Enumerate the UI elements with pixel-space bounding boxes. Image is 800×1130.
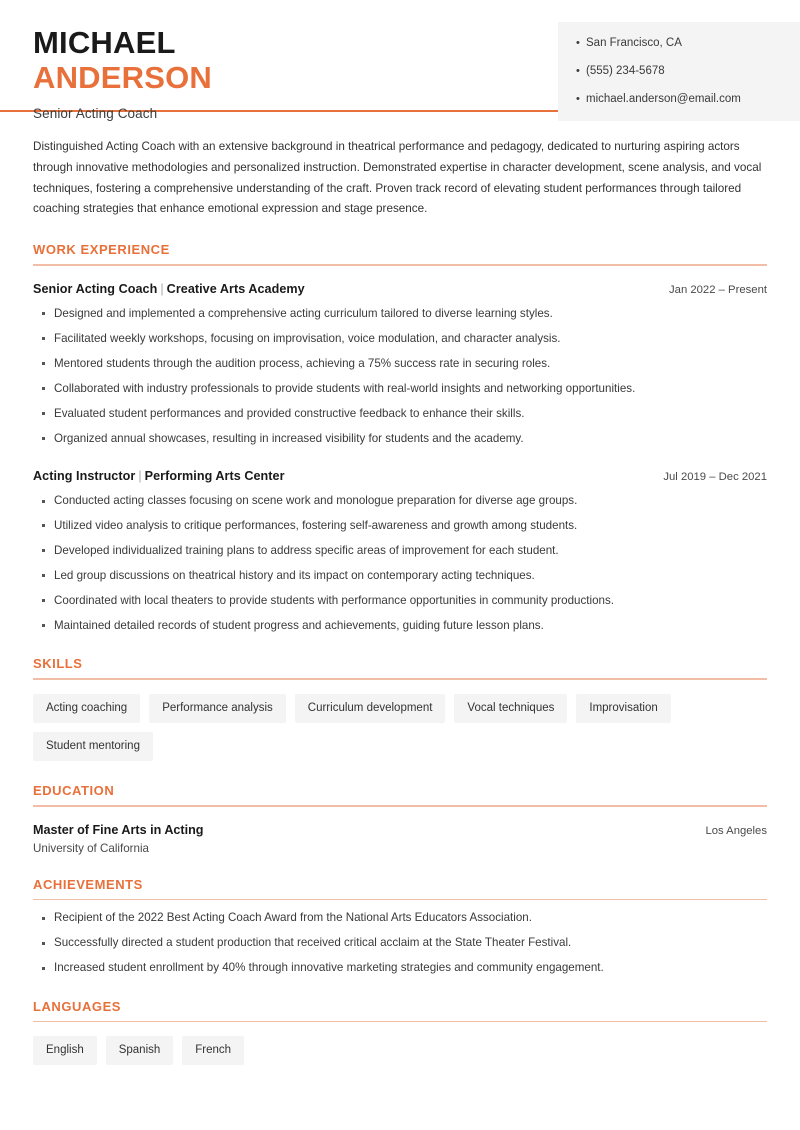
- achievement-bullet: Successfully directed a student production that received critical acclaim at the State Theater Festival.: [33, 935, 767, 951]
- experience-entry: [33, 469, 767, 634]
- experience-entry-header: [33, 469, 767, 483]
- section-divider: [33, 899, 767, 901]
- section-skills: [33, 656, 767, 761]
- experience-bullet-list: [33, 306, 767, 447]
- experience-bullet: Developed individualized training plans to address specific areas of improvement for each student.: [33, 543, 767, 559]
- skill-chip: Curriculum development: [295, 694, 446, 723]
- achievement-bullet: Increased student enrollment by 40% through innovative marketing strategies and community engagement.: [33, 960, 767, 976]
- section-title-education: EDUCATION: [33, 783, 115, 799]
- section-divider: [33, 264, 767, 266]
- experience-title-line: [33, 469, 285, 483]
- experience-bullet: Led group discussions on theatrical history and its impact on contemporary acting techniques.: [33, 568, 767, 584]
- education-entry-header: [33, 823, 767, 837]
- education-entry: [33, 823, 767, 855]
- skill-chip: Student mentoring: [33, 732, 153, 761]
- first-name: MICHAEL: [33, 25, 176, 60]
- resume-header: [0, 0, 800, 122]
- language-chip: English: [33, 1036, 97, 1065]
- section-divider: [33, 678, 767, 680]
- section-work-experience: [33, 242, 767, 634]
- section-title-skills: SKILLS: [33, 656, 83, 672]
- education-school: University of California: [33, 841, 149, 855]
- experience-bullet: Collaborated with industry professionals to provide students with real-world insights and networking opportunities.: [33, 381, 767, 397]
- section-education: [33, 783, 767, 855]
- experience-bullet: Designed and implemented a comprehensive acting curriculum tailored to diverse learning styles.: [33, 306, 767, 322]
- experience-bullet: Organized annual showcases, resulting in increased visibility for students and the academy.: [33, 431, 767, 447]
- section-divider: [33, 1021, 767, 1023]
- experience-bullet: Facilitated weekly workshops, focusing on improvisation, voice modulation, and character analysis.: [33, 331, 767, 347]
- bullet-icon: •: [576, 37, 580, 49]
- education-degree: Master of Fine Arts in Acting: [33, 822, 204, 837]
- experience-dates: Jan 2022 – Present: [669, 283, 767, 296]
- last-name: ANDERSON: [33, 59, 213, 95]
- title-separator: |: [138, 469, 142, 484]
- title-separator: |: [160, 281, 164, 296]
- skill-chip: Performance analysis: [149, 694, 286, 723]
- contact-box: [558, 22, 800, 121]
- identity-block: [0, 22, 212, 121]
- experience-company: Creative Arts Academy: [166, 281, 305, 296]
- section-languages: [33, 999, 767, 1066]
- skill-chip: Improvisation: [576, 694, 670, 723]
- achievement-bullet: Recipient of the 2022 Best Acting Coach Award from the National Arts Educators Association.: [33, 910, 767, 926]
- achievements-bullet-list: [33, 910, 767, 976]
- skill-chip: Acting coaching: [33, 694, 140, 723]
- experience-bullet: Maintained detailed records of student progress and achievements, guiding future lesson plans.: [33, 618, 767, 634]
- experience-dates: Jul 2019 – Dec 2021: [663, 471, 767, 484]
- section-divider: [33, 805, 767, 807]
- experience-bullet: Mentored students through the audition process, achieving a 75% success rate in securing roles.: [33, 356, 767, 372]
- education-location: Los Angeles: [705, 824, 767, 837]
- contact-item-email[interactable]: [576, 92, 800, 107]
- experience-bullet: Evaluated student performances and provided constructive feedback to enhance their skills.: [33, 406, 767, 422]
- contact-item-phone[interactable]: [576, 64, 800, 79]
- section-title-achievements: ACHIEVEMENTS: [33, 876, 143, 892]
- contact-item-location: [576, 36, 800, 51]
- experience-role: Acting Instructor: [33, 469, 136, 484]
- professional-summary: Distinguished Acting Coach with an extensive background in theatrical performance and pedagogy, dedicated to nurturing aspiring actors through innovative methodologies and personalized instruction. Demonstrated expertise in character development, scene analysis, and vocal techniques, fostering a comprehensive understanding of the craft. Proven track record of elevating student performances through tailored coaching strategies that enhance emotional expression and stage presence.: [33, 140, 762, 216]
- bullet-icon: •: [576, 92, 580, 105]
- language-chip: French: [182, 1036, 244, 1065]
- section-title-languages: LANGUAGES: [33, 998, 122, 1014]
- experience-title-line: [33, 282, 305, 296]
- contact-location-text: San Francisco, CA: [586, 37, 682, 49]
- languages-chip-list: [33, 1036, 767, 1065]
- experience-bullet: Coordinated with local theaters to provide students with performance opportunities in community productions.: [33, 593, 767, 609]
- section-title-work-experience: WORK EXPERIENCE: [33, 242, 170, 258]
- experience-company: Performing Arts Center: [144, 469, 285, 484]
- experience-bullet: Conducted acting classes focusing on scene work and monologue preparation for diverse age groups.: [33, 493, 767, 509]
- job-title: Senior Acting Coach: [33, 106, 158, 122]
- bullet-icon: •: [576, 64, 580, 77]
- experience-entry: [33, 282, 767, 447]
- experience-entry-header: [33, 282, 767, 296]
- contact-email-text: michael.anderson@email.com: [586, 92, 741, 105]
- skill-chip: Vocal techniques: [454, 694, 567, 723]
- experience-bullet-list: [33, 493, 767, 634]
- language-chip: Spanish: [106, 1036, 174, 1065]
- resume-body: [0, 137, 800, 1065]
- experience-bullet: Utilized video analysis to critique performances, fostering self-awareness and growth among students.: [33, 518, 767, 534]
- section-achievements: [33, 877, 767, 977]
- contact-phone-text: (555) 234-5678: [586, 64, 665, 77]
- experience-role: Senior Acting Coach: [33, 281, 158, 296]
- skills-chip-list: [33, 694, 767, 761]
